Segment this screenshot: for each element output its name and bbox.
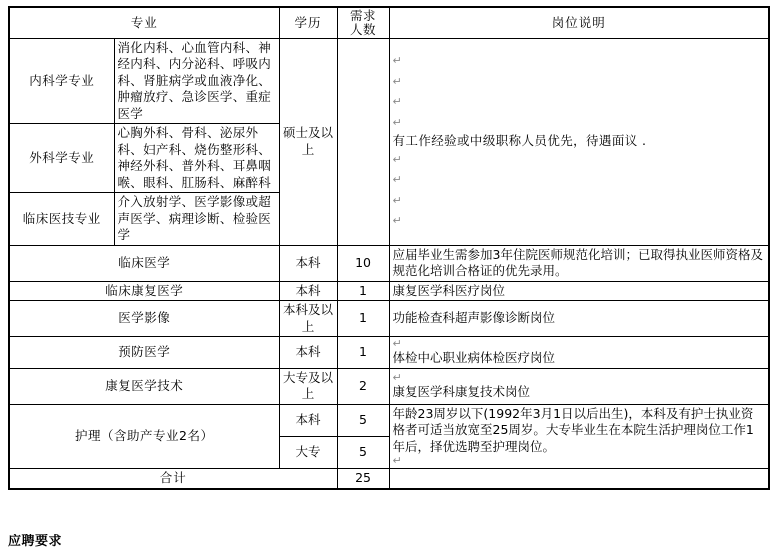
paragraph-marks-bottom	[393, 150, 766, 232]
cell-major-detail: 心胸外科、骨科、泌尿外科、妇产科、烧伤整形科、神经外科、普外科、耳鼻咽喉、眼科、肛肠科、麻醉科	[114, 124, 279, 193]
cell-count-merged	[337, 38, 389, 245]
cell-education: 大专	[279, 436, 337, 468]
table-row	[9, 301, 769, 337]
cell-count: 1	[337, 337, 389, 369]
cell-description-nursing	[389, 404, 769, 469]
cell-major-nursing: 护理（含助产专业2名）	[9, 404, 279, 469]
cell-major: 预防医学	[9, 337, 279, 369]
column-header-count	[337, 7, 389, 38]
cell-major: 外科学专业	[9, 124, 114, 193]
cell-count: 10	[337, 245, 389, 281]
cell-count: 2	[337, 368, 389, 404]
cell-count: 1	[337, 301, 389, 337]
table-row	[9, 404, 769, 436]
cell-education: 本科	[279, 245, 337, 281]
cell-description: 应届毕业生需参加3年住院医师规范化培训；已取得执业医师资格及规范化培训合格证的优先录用。	[389, 245, 769, 281]
total-count: 25	[337, 469, 389, 489]
column-header-description: 岗位说明	[389, 7, 769, 38]
cell-education: 本科	[279, 404, 337, 436]
cell-major: 临床医学	[9, 245, 279, 281]
pilcrow-mark: ↵	[392, 115, 402, 129]
recruitment-table	[8, 6, 770, 490]
table-row	[9, 38, 769, 124]
cell-description-text: 体检中心职业病体检医疗岗位	[392, 350, 556, 365]
cell-education: 本科	[279, 337, 337, 369]
cell-count: 5	[337, 436, 389, 468]
table-row	[9, 281, 769, 301]
cell-major: 医学影像	[9, 301, 279, 337]
pilcrow-mark: ↵	[392, 74, 402, 88]
pilcrow-mark: ↵	[392, 370, 402, 384]
cell-description	[389, 368, 769, 404]
cell-description-text: 年龄23周岁以下(1992年3月1日以后出生)，本科及有护士执业资格者可适当放宽至25周岁。大专毕业生在本院生活护理岗位工作1年后，择优选聘至护理岗位。	[392, 405, 754, 454]
cell-major-detail: 介入放射学、医学影像或超声医学、病理诊断、检验医学	[114, 193, 279, 246]
pilcrow-mark: ↵	[392, 214, 402, 228]
cell-education: 本科及以上	[279, 301, 337, 337]
pilcrow-mark: ↵	[392, 454, 402, 467]
column-header-major: 专业	[9, 7, 279, 38]
cell-count: 5	[337, 404, 389, 436]
cell-description-text: 有工作经验或中级职称人员优先，待遇面议 .	[392, 133, 647, 149]
cell-education: 大专及以上	[279, 368, 337, 404]
cell-education-merged: 硕士及以上	[279, 38, 337, 245]
cell-major: 临床医技专业	[9, 193, 114, 246]
table-row	[9, 245, 769, 281]
column-header-education: 学历	[279, 7, 337, 38]
cell-count: 1	[337, 281, 389, 301]
cell-major: 康复医学技术	[9, 368, 279, 404]
table-row-total	[9, 469, 769, 489]
column-header-count-line1: 需求	[350, 8, 377, 23]
pilcrow-mark: ↵	[392, 95, 402, 109]
pilcrow-mark: ↵	[392, 337, 402, 350]
total-label: 合计	[9, 469, 337, 489]
cell-major-detail: 消化内科、心血管内科、神经内科、内分泌科、呼吸内科、肾脏病学或血液净化、肿瘤放疗、急诊医学、重症医学	[114, 38, 279, 124]
cell-description: 功能检查科超声影像诊断岗位	[389, 301, 769, 337]
footer-note: 应聘要求	[8, 534, 63, 547]
pilcrow-mark: ↵	[392, 193, 402, 207]
table-row	[9, 337, 769, 369]
pilcrow-mark: ↵	[392, 173, 402, 187]
table-body	[9, 38, 769, 489]
cell-description	[389, 337, 769, 369]
column-header-count-line2: 人数	[350, 21, 377, 37]
table-row	[9, 368, 769, 404]
pilcrow-mark: ↵	[392, 152, 402, 166]
paragraph-marks-top	[393, 51, 766, 133]
table-header	[9, 7, 769, 38]
cell-description-text: 康复医学科康复技术岗位	[392, 383, 531, 399]
pilcrow-mark: ↵	[392, 54, 402, 68]
cell-description: 康复医学科医疗岗位	[389, 281, 769, 301]
cell-major: 内科学专业	[9, 38, 114, 124]
total-description-cell	[389, 469, 769, 489]
cell-description-merged	[389, 38, 769, 245]
header-row	[9, 7, 769, 38]
cell-education: 本科	[279, 281, 337, 301]
cell-major: 临床康复医学	[9, 281, 279, 301]
